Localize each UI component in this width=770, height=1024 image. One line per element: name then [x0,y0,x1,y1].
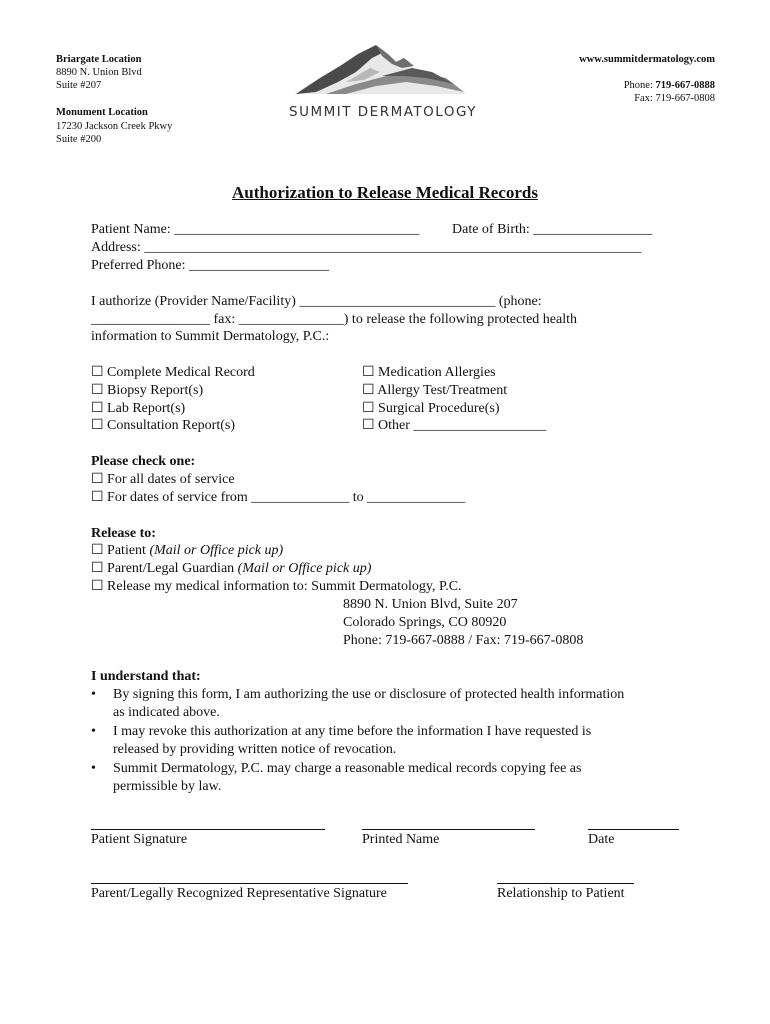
phone-label: Phone: [623,80,656,91]
printed-name-label: Printed Name [362,832,440,847]
location1-name: Briargate Location [56,54,142,65]
understand-item2-line1: I may revoke this authorization at any time before the information I have requested is [113,724,592,739]
mountain-logo-icon [286,42,476,102]
checkbox-other[interactable]: ☐ Other ___________________ [362,418,547,433]
understand-heading: I understand that: [91,669,201,684]
bullet-icon: • [91,761,96,776]
authorize-line1[interactable]: I authorize (Provider Name/Facility) ____________________________ (phone: [91,294,542,309]
location2-name: Monument Location [56,107,148,118]
checkbox-consultation-reports[interactable]: ☐ Consultation Report(s) [91,418,235,433]
header-fax: Fax: 719-667-0808 [634,93,715,104]
guardian-option-note: (Mail or Office pick up) [237,561,372,576]
authorize-line3: information to Summit Dermatology, P.C.: [91,329,330,344]
understand-item3-line2: permissible by law. [113,779,222,794]
website-link: www.summitdermatology.com [579,54,715,65]
date-label: Date [588,832,615,847]
checkbox-dates-range[interactable]: ☐ For dates of service from ______________ to ______________ [91,490,466,505]
checkbox-release-summit[interactable]: ☐ Release my medical information to: Summit Dermatology, P.C. [91,579,462,594]
summit-address1: 8890 N. Union Blvd, Suite 207 [343,597,518,612]
understand-item1-line2: as indicated above. [113,705,220,720]
location2-address1: 17230 Jackson Creek Pkwy [56,121,173,132]
checkbox-complete-medical-record[interactable]: ☐ Complete Medical Record [91,365,255,380]
representative-signature-label: Parent/Legally Recognized Representative Signature [91,886,387,901]
logo-text: SUMMIT DERMATOLOGY [289,104,477,120]
checkbox-patient[interactable] [91,542,283,560]
understand-item1-line1: By signing this form, I am authorizing the use or disclosure of protected health information [113,687,625,702]
location1-address1: 8890 N. Union Blvd [56,67,142,78]
preferred-phone-field[interactable]: Preferred Phone: ____________________ [91,258,329,273]
header-phone [624,79,715,92]
guardian-option-label: ☐ Parent/Legal Guardian [91,561,238,576]
checkbox-lab-reports[interactable]: ☐ Lab Report(s) [91,401,186,416]
summit-address2: Colorado Springs, CO 80920 [343,615,507,630]
date-line[interactable] [588,829,679,830]
address-field[interactable]: Address: _______________________________________________________________________ [91,240,642,255]
page-title: Authorization to Release Medical Records [232,183,538,202]
printed-name-line[interactable] [362,829,535,830]
bullet-icon: • [91,724,96,739]
checkbox-allergy-test[interactable]: ☐ Allergy Test/Treatment [362,383,508,398]
relationship-label: Relationship to Patient [497,886,625,901]
patient-signature-line[interactable] [91,829,325,830]
location1-address2: Suite #207 [56,80,102,91]
release-to-heading: Release to: [91,526,156,541]
patient-option-note: (Mail or Office pick up) [149,543,284,558]
understand-item3-line1: Summit Dermatology, P.C. may charge a reasonable medical records copying fee as [113,761,582,776]
understand-item2-line2: released by providing written notice of revocation. [113,742,397,757]
authorize-line2[interactable]: _________________ fax: _______________) to release the following protected health [91,312,578,327]
checkbox-medication-allergies[interactable]: ☐ Medication Allergies [362,365,496,380]
representative-signature-line[interactable] [91,883,408,884]
bullet-icon: • [91,687,96,702]
location2-address2: Suite #200 [56,134,102,145]
checkbox-biopsy-reports[interactable]: ☐ Biopsy Report(s) [91,383,204,398]
patient-signature-label: Patient Signature [91,832,188,847]
checkbox-surgical-procedures[interactable]: ☐ Surgical Procedure(s) [362,401,500,416]
patient-name-field[interactable]: Patient Name: ___________________________________ [91,222,420,237]
patient-option-label: ☐ Patient [91,543,150,558]
date-of-birth-field[interactable]: Date of Birth: _________________ [452,222,653,237]
phone-value: 719-667-0888 [655,80,715,91]
checkbox-guardian[interactable] [91,560,371,578]
relationship-line[interactable] [497,883,634,884]
checkbox-all-dates[interactable]: ☐ For all dates of service [91,472,235,487]
check-one-heading: Please check one: [91,454,196,469]
summit-contact: Phone: 719-667-0888 / Fax: 719-667-0808 [343,633,584,648]
